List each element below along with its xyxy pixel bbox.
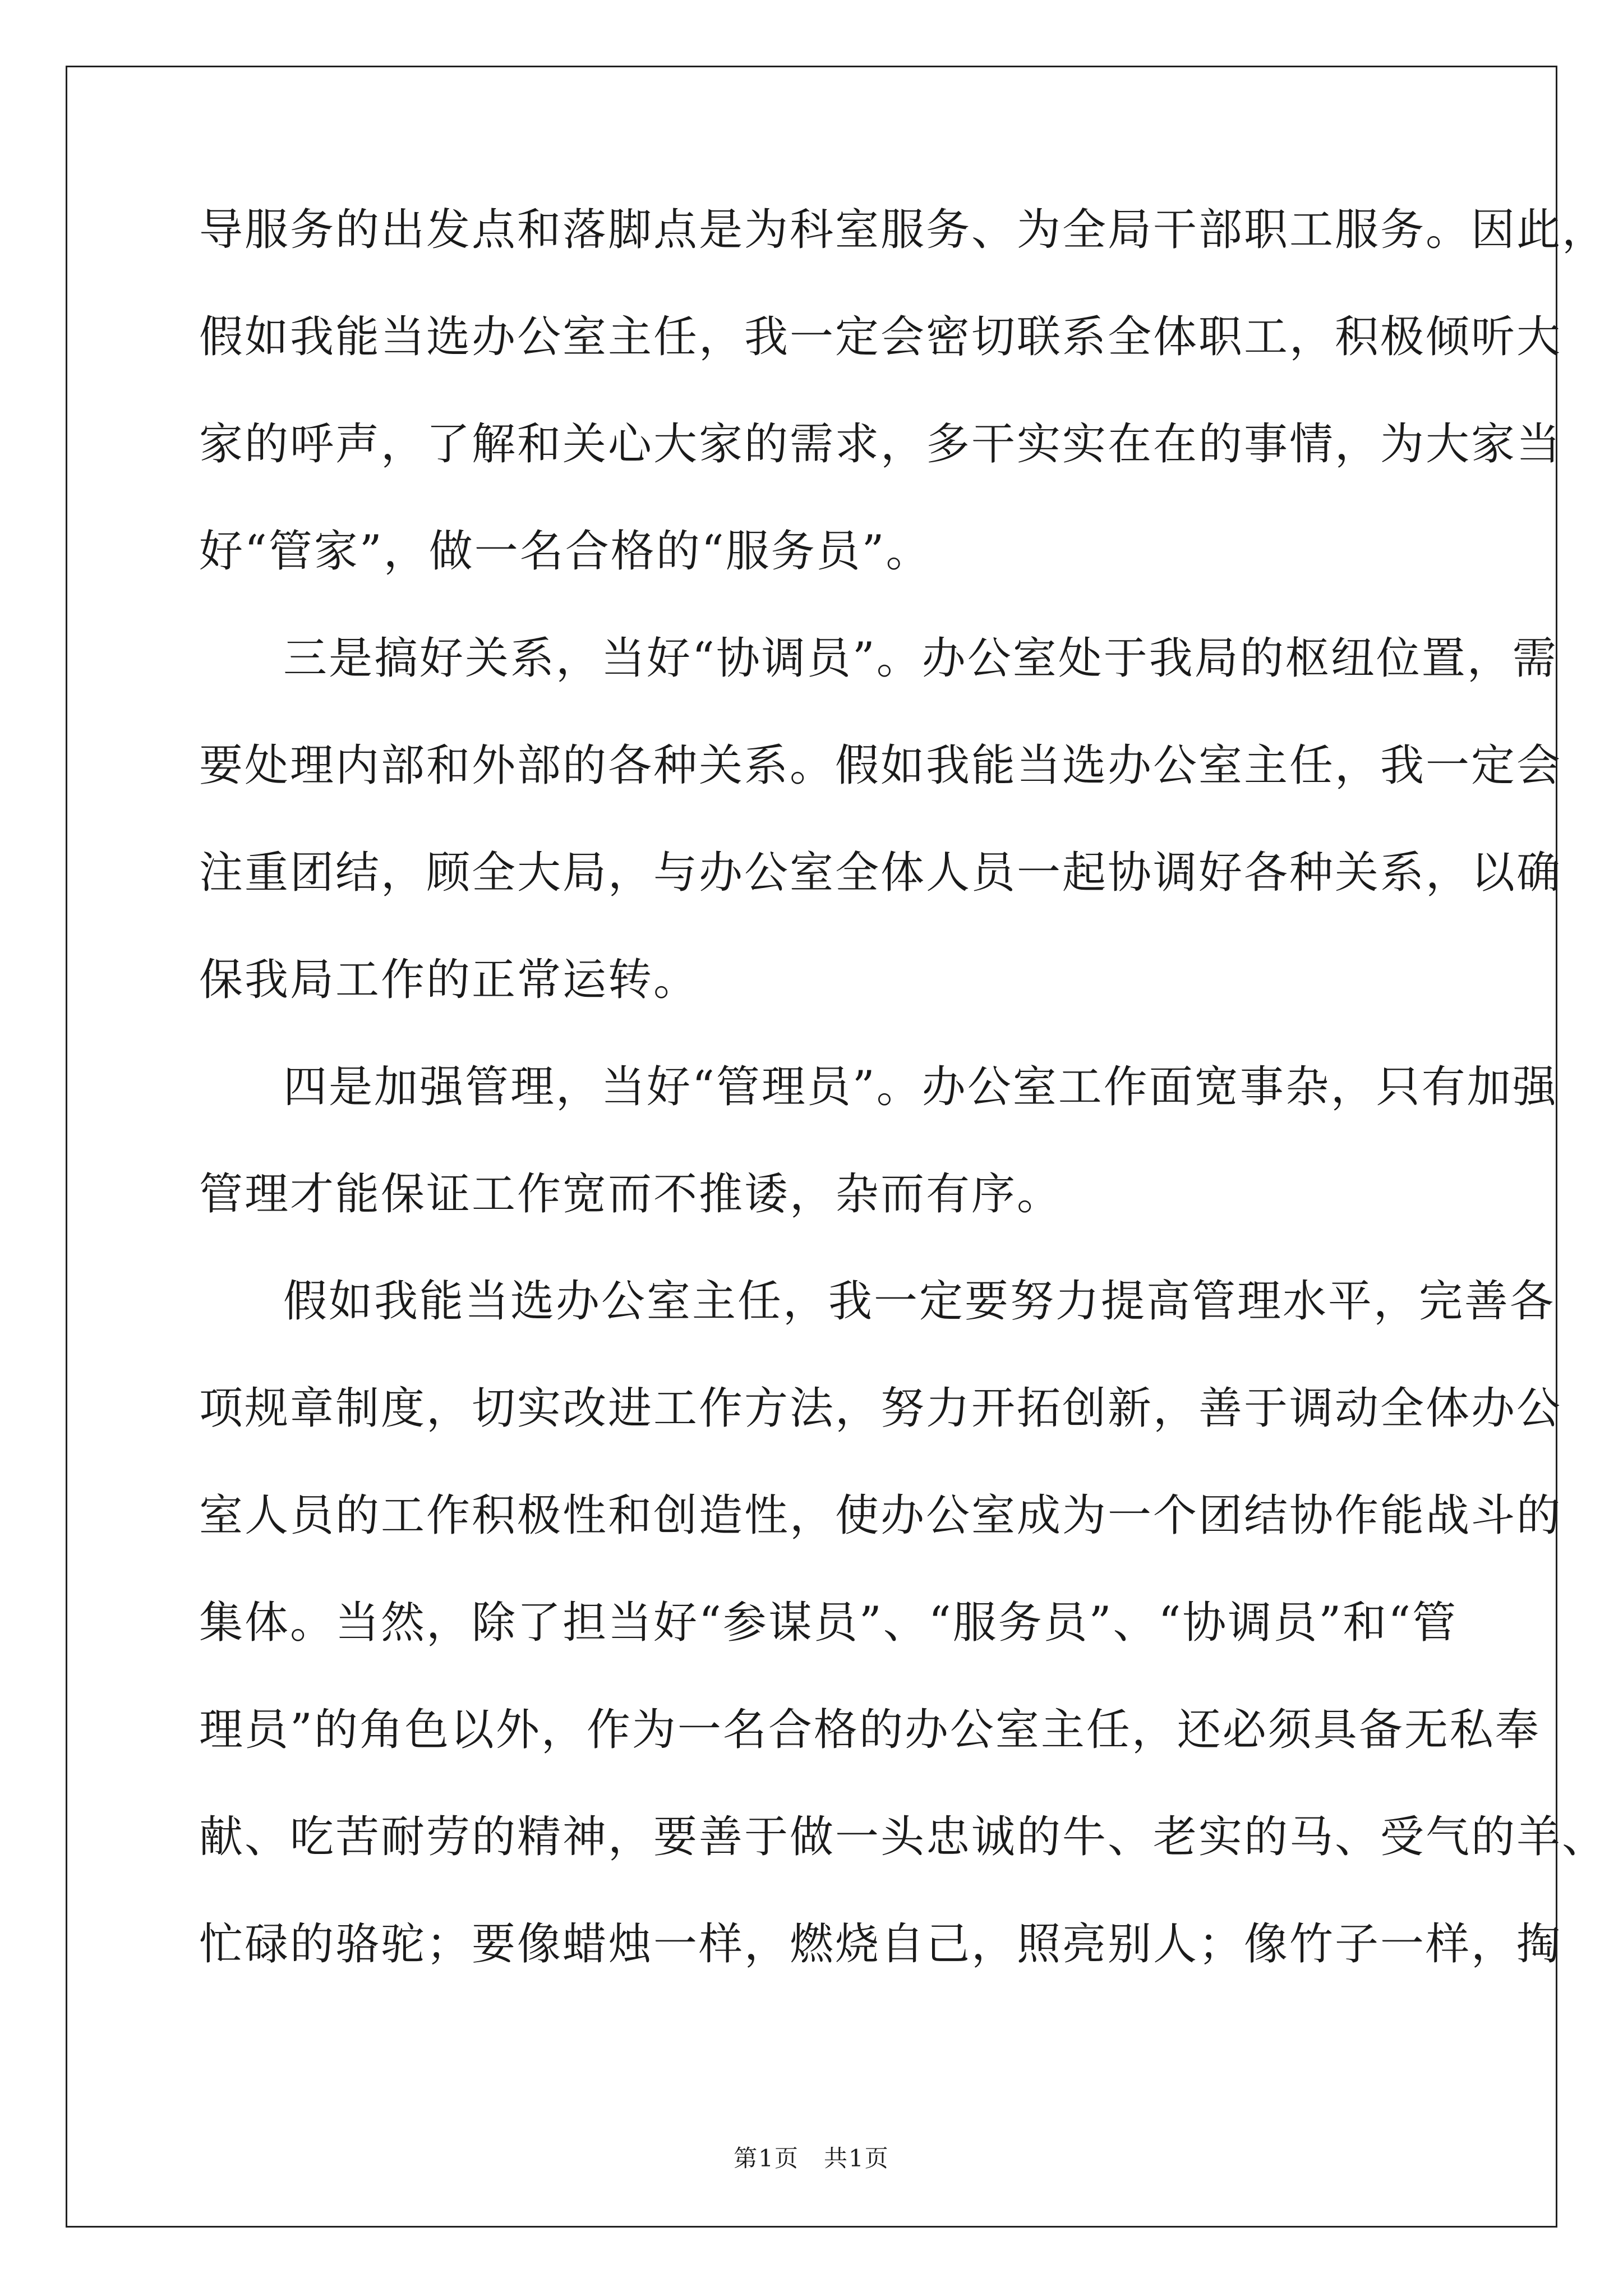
page-border — [66, 66, 1608, 2228]
text-line: 理员”的角色以外，作为一名合格的办公室主任，还必须具备无私奉 — [199, 1705, 1541, 1755]
text-line: 假如我能当选办公室主任，我一定会密切联系全体职工，积极倾听大 — [199, 312, 1562, 362]
text-line: 导服务的出发点和落脚点是为科室服务、为全局干部职工服务。因此， — [199, 205, 1608, 255]
text-line: 保我局工作的正常运转。 — [199, 955, 699, 1005]
text-line: 管理才能保证工作宽而不推诿，杂而有序。 — [199, 1169, 1063, 1220]
text-line: 四是加强管理，当好“管理员”。办公室工作面宽事杂，只有加强 — [283, 1062, 1558, 1112]
text-line: 项规章制度，切实改进工作方法，努力开拓创新，善于调动全体办公 — [199, 1383, 1562, 1434]
text-line: 忙碌的骆驼；要像蜡烛一样，燃烧自己，照亮别人；像竹子一样，掏 — [199, 1919, 1562, 1970]
text-line: 室人员的工作积极性和创造性，使办公室成为一个团结协作能战斗的 — [199, 1490, 1562, 1541]
text-line: 要处理内部和外部的各种关系。假如我能当选办公室主任，我一定会 — [199, 740, 1562, 791]
text-line: 家的呼声，了解和关心大家的需求，多干实实在在的事情，为大家当 — [199, 419, 1562, 470]
text-line: 好“管家”，做一名合格的“服务员”。 — [199, 526, 932, 577]
text-line: 假如我能当选办公室主任，我一定要努力提高管理水平，完善各 — [283, 1276, 1556, 1327]
text-line: 集体。当然，除了担当好“参谋员”、“服务员”、“协调员”和“管 — [199, 1598, 1458, 1648]
text-line: 献、吃苦耐劳的精神，要善于做一头忠诚的牛、老实的马、受气的羊、 — [199, 1812, 1608, 1862]
text-line: 注重团结，顾全大局，与办公室全体人员一起协调好各种关系，以确 — [199, 848, 1562, 898]
text-line: 三是搞好关系，当好“协调员”。办公室处于我局的枢纽位置，需 — [283, 633, 1558, 684]
page-footer: 第1页 共1页 — [734, 2145, 889, 2172]
